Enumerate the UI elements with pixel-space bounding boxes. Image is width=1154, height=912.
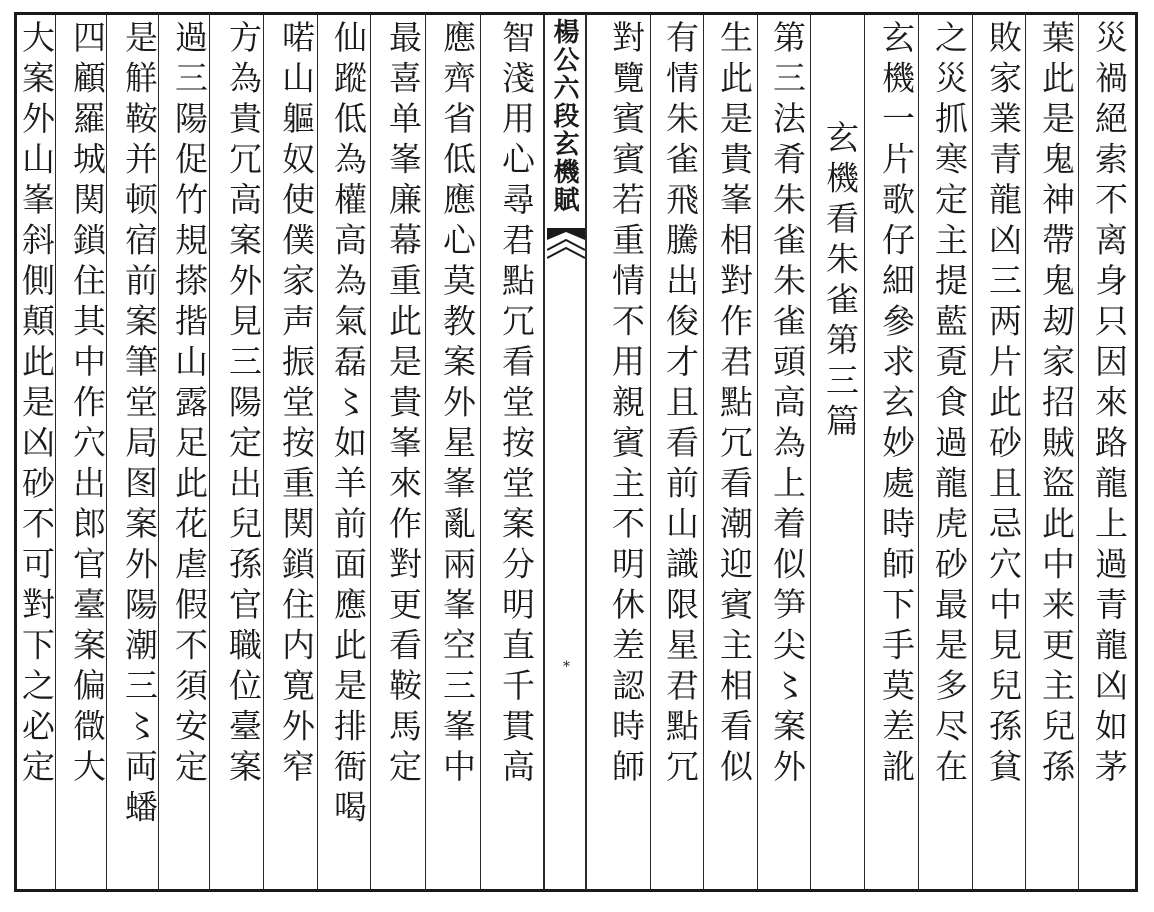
text-column-7: 過三陽促竹規搽揩山露足此花虐假不須安定 xyxy=(170,20,209,790)
running-title: 楊公六段玄機賦 xyxy=(549,18,579,214)
text-column-10: 大案外山峯斜側顛此是凶砂不可對下之必定 xyxy=(17,20,56,790)
column-rule xyxy=(918,14,919,890)
text-column-17: 敗家業青龍凶三两片此砂且忌穴中見兒孫貧 xyxy=(984,20,1023,790)
column-rule xyxy=(864,14,865,890)
text-column-8: 是觧鞍并顿宿前案筆堂局图案外陽潮三〻両蟠 xyxy=(120,20,159,830)
folio-mark: * xyxy=(563,659,570,675)
column-rule xyxy=(703,14,704,890)
text-column-2: 應齊省低應心莫教案外星峯亂兩峯空三峯中 xyxy=(438,20,477,790)
text-column-13: 生此是貴峯相對作君點冗看潮迎賓主相看似 xyxy=(715,20,754,790)
fishtail-mark-icon xyxy=(547,228,585,272)
text-column-11: 對覽賓賓若重情不用親賓主不明休差認時師 xyxy=(607,20,646,790)
column-rule xyxy=(972,14,973,890)
column-rule xyxy=(650,14,651,890)
column-rule xyxy=(757,14,758,890)
section-heading: 玄機看朱雀第三篇 xyxy=(821,120,860,444)
text-column-14: 第三法肴朱雀朱雀頭高為上着似笋尖〻案外 xyxy=(768,20,807,790)
fold-line-right xyxy=(585,14,587,890)
text-column-15: 玄機一片歌仔細參求玄妙處時師下手莫差訛 xyxy=(877,20,916,790)
text-column-19: 災禍絕索不离身只因來路龍上過青龍凶如茅 xyxy=(1090,20,1129,790)
text-column-5: 喏山軀奴使僕家声振堂按重関鎖住内寛外窄 xyxy=(277,20,316,790)
text-column-9: 四顧羅城関鎖住其中作穴出郎官臺案偏㣲大 xyxy=(68,20,107,790)
text-column-4: 仙蹤低為權高為氣磊〻如羊前面應此是排衙喝 xyxy=(329,20,368,830)
text-column-12: 有情朱雀飛騰出俊才且看前山識限星君點冗 xyxy=(661,20,700,790)
column-rule xyxy=(810,14,811,890)
column-rule xyxy=(480,14,481,890)
column-rule xyxy=(1025,14,1026,890)
text-column-6: 方為貴冗高案外見三陽定出兒孫官職位臺案 xyxy=(224,20,263,790)
fold-line-left xyxy=(543,14,545,890)
text-column-16: 之災抓寒定主提藍覔食過龍虎砂最是多尽在 xyxy=(930,20,969,790)
text-column-3: 最喜单峯廉幕重此是貴峯來作對更看鞍馬定 xyxy=(384,20,423,790)
text-column-1: 智淺用心尋君點冗看堂按堂案分明直千貫高 xyxy=(497,20,536,790)
column-rule xyxy=(1078,14,1079,890)
text-column-18: 葉此是鬼神帶鬼刼家招賊盜此中来更主兒孫 xyxy=(1037,20,1076,790)
